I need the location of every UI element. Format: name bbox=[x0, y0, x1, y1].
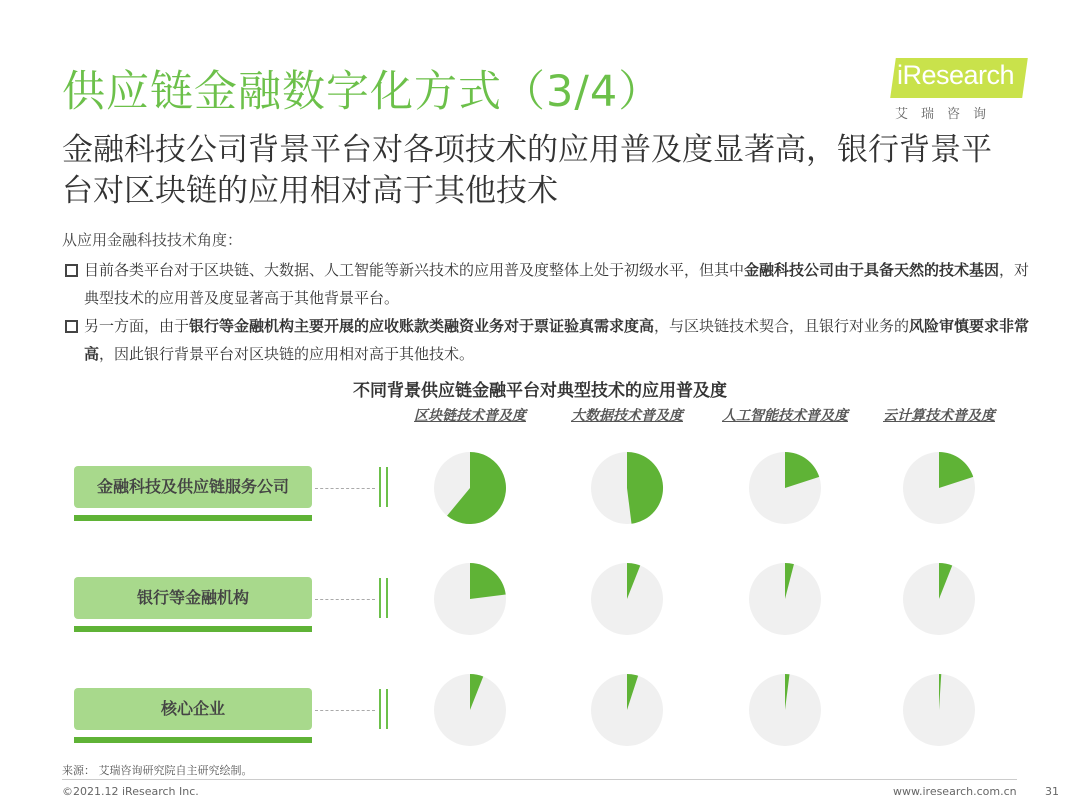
bullet-2-text: 另一方面，由于银行等金融机构主要开展的应收账款类融资业务对于票证验真需求度高，与区块链技术契合，且银行对业务的风险审慎要求非常高，因此银行背景平台对区块链的应用相对高于其他技术。 bbox=[84, 317, 1030, 363]
copyright: ©2021.12 iResearch Inc. bbox=[62, 785, 199, 798]
column-header-cloud: 云计算技术普及度 bbox=[883, 408, 995, 424]
page-subtitle: 金融科技公司背景平台对各项技术的应用普及度显著高，银行背景平台对区块链的应用相对高于其他技术 bbox=[62, 132, 992, 209]
chart-title: 不同背景供应链金融平台对典型技术的应用普及度 bbox=[353, 381, 727, 401]
bullet-1-text: 目前各类平台对于区块链、大数据、人工智能等新兴技术的应用普及度整体上处于初级水平，但其中金融科技公司由于具备天然的技术基因，对典型技术的应用普及度显著高于其他背景平台。 bbox=[84, 261, 1030, 307]
pie-slice-r1-c0 bbox=[470, 563, 506, 599]
column-header-blockchain: 区块链技术普及度 bbox=[414, 408, 526, 424]
row-label-core-enterprise: 核心企业 bbox=[74, 688, 312, 730]
row-label-fintech: 金融科技及供应链服务公司 bbox=[74, 466, 312, 508]
pie-slice-r0-c1 bbox=[627, 452, 663, 524]
column-header-bigdata: 大数据技术普及度 bbox=[571, 408, 683, 424]
footer-divider bbox=[62, 779, 1017, 780]
logo-subtitle: 艾瑞咨询 bbox=[895, 107, 1000, 122]
page-title: 供应链金融数字化方式（3/4） bbox=[62, 67, 663, 117]
intro-text: 从应用金融科技技术角度： bbox=[62, 231, 243, 249]
column-header-ai: 人工智能技术普及度 bbox=[722, 408, 848, 424]
row-label-bank: 银行等金融机构 bbox=[74, 577, 312, 619]
website-link[interactable]: www.iresearch.com.cn bbox=[893, 785, 1017, 798]
source-note: 来源： 艾瑞咨询研究院自主研究绘制。 bbox=[62, 764, 253, 777]
page-number: 31 bbox=[1045, 785, 1059, 798]
logo-brand: iResearch bbox=[897, 60, 1015, 90]
